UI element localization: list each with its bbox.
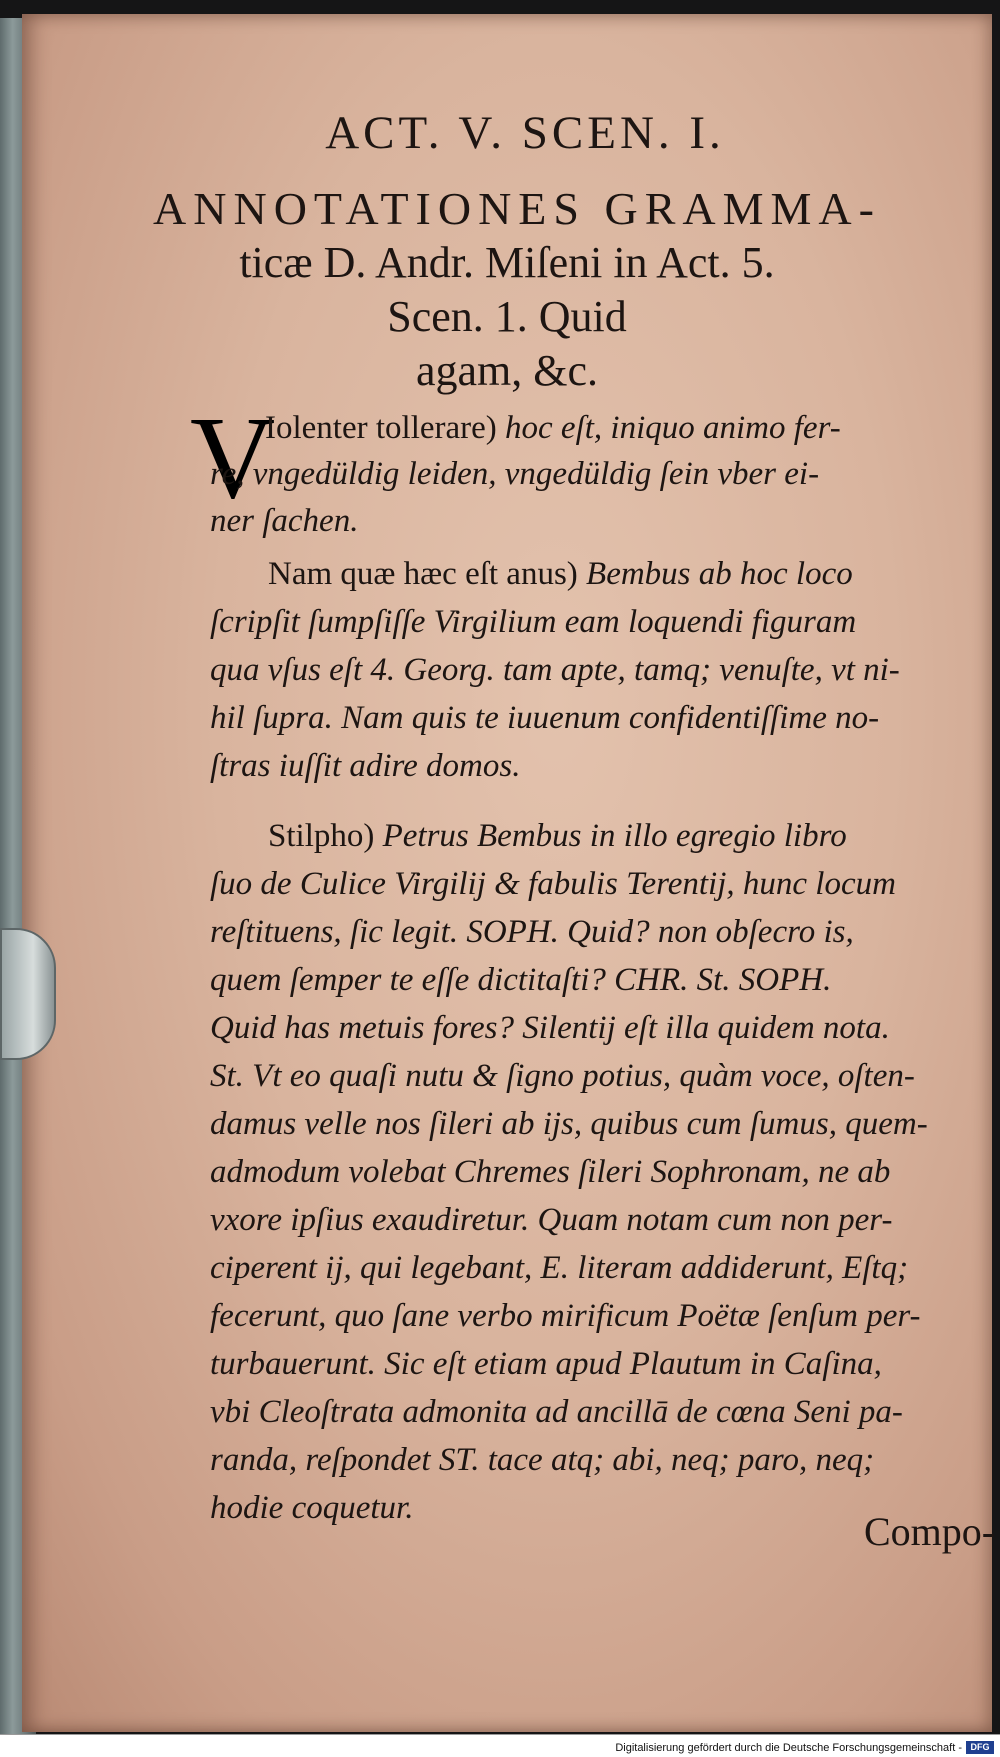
text-line: [210, 748, 520, 785]
italic-text: hoc eſt, iniquo animo fer-: [496, 410, 841, 446]
text-line: [268, 818, 847, 855]
text-line: [210, 1490, 413, 1527]
text-line: [210, 1106, 928, 1143]
italic-text: randa, reſpondet ST. tace atq; abi, neq; paro, neq;: [210, 1442, 875, 1478]
text-line: [210, 456, 819, 493]
italic-text: ciperent ij, qui legebant, E. literam addiderunt, Eſtq;: [210, 1250, 909, 1286]
text-line: [210, 914, 854, 951]
italic-text: turbauerunt. Sic eſt etiam apud Plautum in Caſina,: [210, 1346, 882, 1382]
text-line: [210, 503, 358, 540]
italic-text: re, vngedüldig leiden, vngedüldig ſein vber ei-: [210, 456, 820, 492]
italic-text: ſcripſit ſumpſiſſe Virgilium eam loquendi figuram: [210, 604, 857, 640]
text-line: [210, 700, 879, 737]
text-line: [210, 1298, 921, 1335]
heading-line-4: agam, &c.: [415, 346, 599, 395]
text-line: [210, 866, 896, 903]
text-line: [210, 1154, 890, 1191]
italic-text: Petrus Bembus in illo egregio libro: [374, 818, 847, 854]
italic-text: qua vſus eſt 4. Georg. tam apte, tamq; venuſte, vt ni-: [210, 652, 900, 688]
roman-text: Iolenter tollerare): [265, 410, 497, 446]
text-line: [210, 962, 831, 999]
italic-text: Bembus ab hoc loco: [577, 556, 853, 592]
text-line: [210, 1442, 874, 1479]
italic-text: ſtras iuſſit adire domos.: [210, 748, 521, 784]
text-line: [210, 1250, 908, 1287]
italic-text: reſtituens, ſic legit. SOPH. Quid? non obſecro is,: [210, 914, 854, 950]
heading-line-3: Scen. 1. Quid: [387, 292, 627, 341]
italic-text: quem ſemper te eſſe dictitaſti? CHR. St. SOPH.: [210, 962, 832, 998]
text-line: [210, 1010, 890, 1047]
text-line: [268, 556, 853, 593]
roman-text: Stilpho): [268, 818, 375, 854]
text-line: [210, 1394, 903, 1431]
heading-line-2: ticæ D. Andr. Miſeni in Act. 5.: [239, 238, 775, 287]
text-line: [210, 604, 856, 641]
italic-text: St. Vt eo quaſi nutu & ſigno potius, quàm voce, oſten-: [210, 1058, 915, 1094]
digitization-footer: [0, 1734, 1000, 1757]
italic-text: Quid has metuis fores? Silentij eſt illa quidem nota.: [210, 1010, 890, 1046]
text-line: [265, 410, 841, 447]
running-head: ACT. V. SCEN. I.: [325, 107, 725, 159]
italic-text: ſuo de Culice Virgilij & fabulis Terentij, hunc locum: [210, 866, 896, 902]
catchword: Compo-: [864, 1509, 996, 1554]
text-line: [210, 1058, 915, 1095]
section-heading: [22, 182, 992, 398]
text-line: [210, 1346, 882, 1383]
italic-text: vbi Cleoſtrata admonita ad ancillā de cœna Seni pa-: [210, 1394, 903, 1430]
italic-text: hil ſupra. Nam quis te iuuenum confidentiſſime no-: [210, 700, 880, 736]
dfg-logo: DFG: [966, 1741, 994, 1754]
italic-text: fecerunt, quo ſane verbo mirificum Poëtæ ſenſum per-: [210, 1298, 921, 1334]
italic-text: hodie coquetur.: [210, 1490, 414, 1526]
funding-notice: Digitalisierung gefördert durch die Deutsche Forschungsgemeinschaft -: [615, 1742, 962, 1754]
italic-text: admodum volebat Chremes ſileri Sophronam, ne ab: [210, 1154, 891, 1190]
book-clasp: [0, 928, 56, 1060]
text-line: [210, 652, 900, 689]
italic-text: vxore ipſius exaudiretur. Quam notam cum non per-: [210, 1202, 893, 1238]
drop-cap: V: [190, 392, 276, 523]
italic-text: ner ſachen.: [210, 503, 359, 539]
text-line: [210, 1202, 892, 1239]
heading-line-1: ANNOTATIONES GRAMMA-: [153, 183, 881, 234]
italic-text: damus velle nos ſileri ab ijs, quibus cum ſumus, quem-: [210, 1106, 928, 1142]
roman-text: Nam quæ hæc eſt anus): [268, 556, 578, 592]
